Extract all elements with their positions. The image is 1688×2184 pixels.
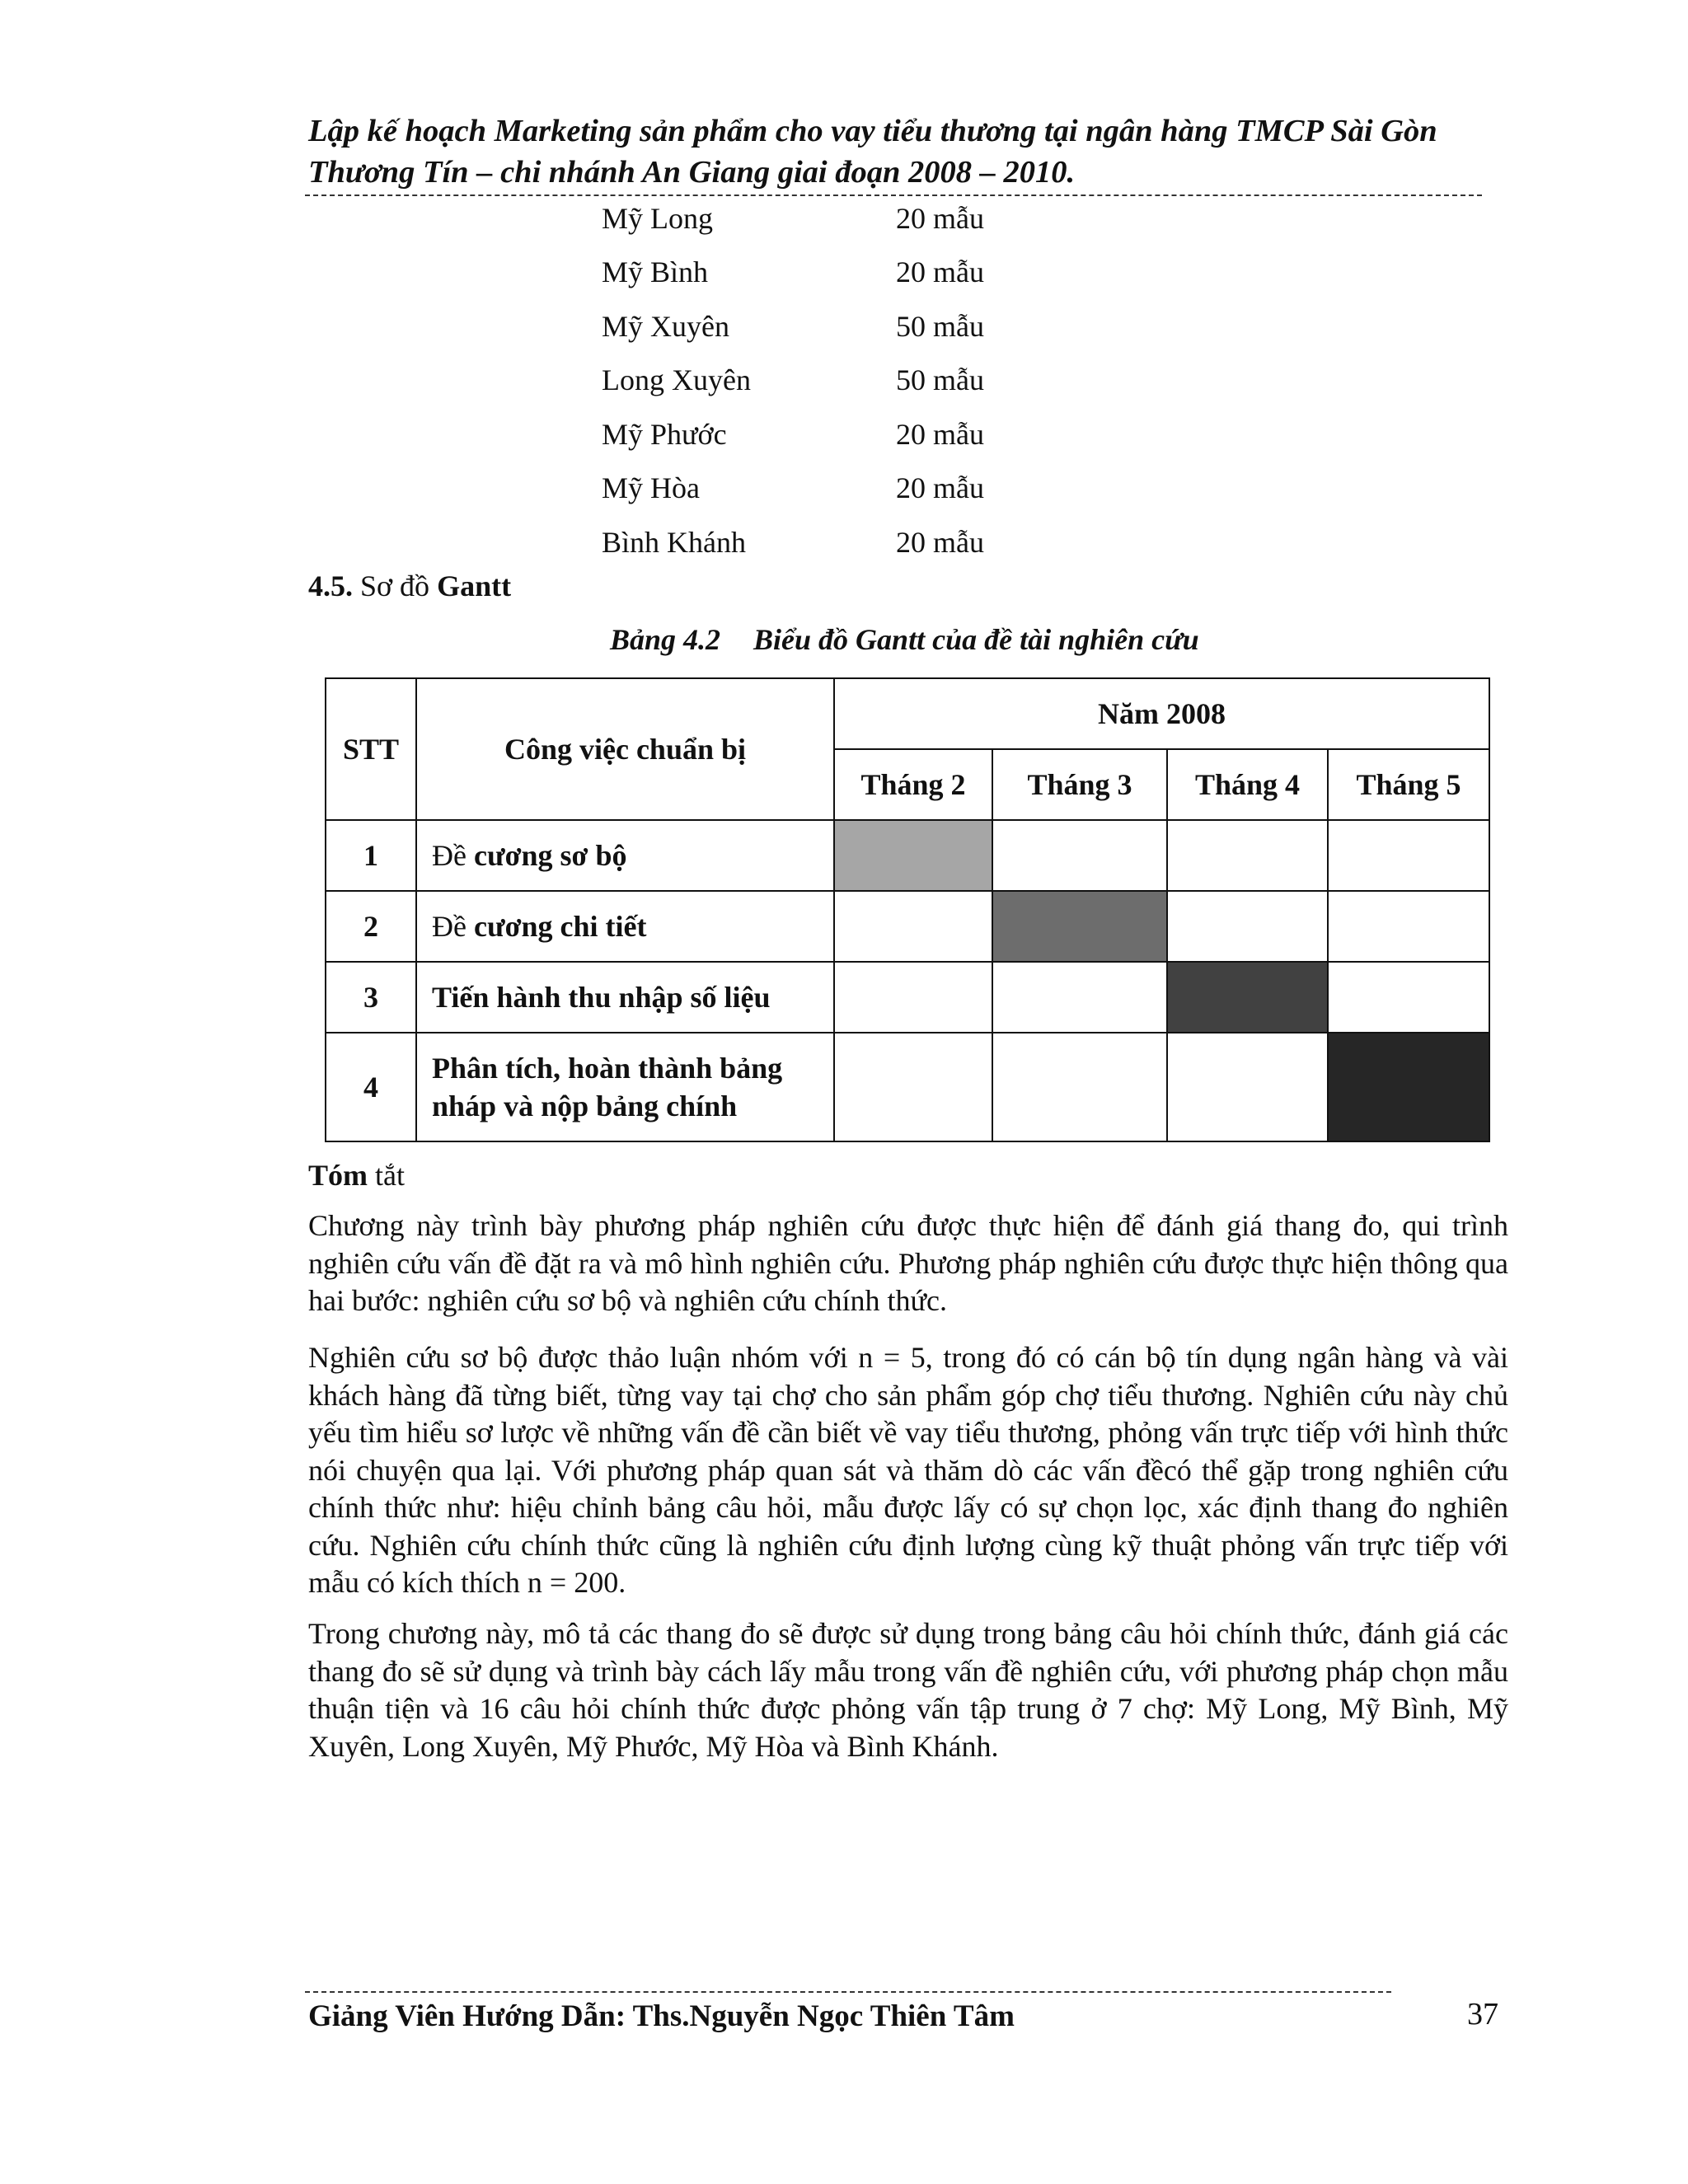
gantt-cell	[834, 962, 992, 1033]
sample-market-name: Mỹ Phước	[602, 417, 727, 451]
row-stt: 1	[326, 820, 416, 891]
sample-row	[602, 354, 1102, 408]
running-header	[308, 110, 1487, 193]
gantt-bar	[834, 820, 992, 891]
sample-row	[602, 515, 1102, 569]
gantt-bar	[992, 891, 1167, 962]
header-month: Tháng 5	[1328, 749, 1489, 820]
gantt-cell	[834, 891, 992, 962]
row-task	[416, 1033, 834, 1141]
summary-heading	[308, 1158, 405, 1193]
header-stt: STT	[326, 678, 416, 820]
row-task-bold: Tiến hành thu nhập số liệu	[432, 981, 771, 1014]
section-heading	[308, 569, 511, 603]
sample-count: 20 mẫu	[896, 201, 984, 235]
table-caption-text: Biểu đồ Gantt của đề tài nghiên cứu	[753, 623, 1199, 656]
gantt-cell	[1328, 891, 1489, 962]
footer-divider	[305, 1991, 1391, 1993]
gantt-cell	[1328, 962, 1489, 1033]
footer-advisor: Giảng Viên Hướng Dẫn: Ths.Nguyễn Ngọc Thiên Tâm	[308, 1999, 1015, 2033]
gantt-cell	[1328, 820, 1489, 891]
gantt-cell	[1167, 1033, 1328, 1141]
sample-row	[602, 191, 1102, 246]
sample-row	[602, 299, 1102, 354]
header-month: Tháng 4	[1167, 749, 1328, 820]
table-row	[326, 1033, 1489, 1141]
gantt-cell	[1167, 820, 1328, 891]
section-number: 4.5.	[308, 569, 353, 602]
sample-market-name: Mỹ Xuyên	[602, 309, 729, 343]
row-task-bold: cương sơ bộ	[473, 839, 627, 872]
sample-count: 50 mẫu	[896, 309, 984, 343]
row-task-bold: Phân tích, hoàn thành bảng nháp và nộp bảng chính	[432, 1052, 783, 1122]
gantt-cell	[992, 962, 1167, 1033]
gantt-cell	[992, 820, 1167, 891]
row-task-light: Đề	[432, 839, 467, 872]
summary-paragraph-3: Trong chương này, mô tả các thang đo sẽ được sử dụng trong bảng câu hỏi chính thức, đánh giá các thang đo sẽ sử dụng và trình bày cách lấy mẫu trong vấn đề nghiên cứu, với phương pháp chọn mẫu thuận tiện và 16 câu hỏi chính thức được phỏng vấn tập trung ở 7 chợ: Mỹ Long, Mỹ Bình, Mỹ Xuyên, Long Xuyên, Mỹ Phước, Mỹ Hòa và Bình Khánh.	[308, 1617, 1508, 1763]
gantt-cell	[1167, 891, 1328, 962]
sample-market-name: Mỹ Hòa	[602, 471, 700, 505]
sample-list	[602, 191, 1102, 569]
sample-count: 20 mẫu	[896, 471, 984, 505]
summary-paragraph-2: Nghiên cứu sơ bộ được thảo luận nhóm với n = 5, trong đó có cán bộ tín dụng ngân hàng và vài khách hàng đã từng biết, từng vay tại chợ cho sản phẩm góp chợ tiểu thương. Nghiên cứu này chủ yếu tìm hiểu sơ lược về những vấn đề cần biết về vay tiểu thương, phỏng vấn trực tiếp với hình thức nói chuyện qua lại. Với phương pháp quan sát và thăm dò các vấn đềcó thể gặp trong nghiên cứu chính thức như: hiệu chỉnh bảng câu hỏi, mẫu được lấy có sự chọn lọc, xác định thang đo nghiên cứu. Nghiên cứu chính thức cũng là nghiên cứu định lượng cùng kỹ thuật phỏng vấn trực tiếp với mẫu có kích thích n = 200.	[308, 1341, 1508, 1599]
gantt-bar	[1167, 962, 1328, 1033]
summary-paragraph-1: Chương này trình bày phương pháp nghiên cứu được thực hiện để đánh giá thang đo, qui trình nghiên cứu vấn đề đặt ra và mô hình nghiên cứu. Phương pháp nghiên cứu được thực hiện thông qua hai bước: nghiên cứu sơ bộ và nghiên cứu chính thức.	[308, 1209, 1508, 1317]
gantt-table	[325, 677, 1490, 1142]
row-stt: 4	[326, 1033, 416, 1141]
table-row	[326, 891, 1489, 962]
table-row	[326, 820, 1489, 891]
sample-row	[602, 246, 1102, 300]
sample-market-name: Long Xuyên	[602, 363, 751, 397]
row-task-light: Đề	[432, 910, 467, 943]
sample-market-name: Mỹ Bình	[602, 255, 709, 289]
row-stt: 2	[326, 891, 416, 962]
sample-row	[602, 462, 1102, 516]
header-month: Tháng 3	[992, 749, 1167, 820]
header-year: Năm 2008	[834, 678, 1489, 749]
table-row	[326, 962, 1489, 1033]
header-month: Tháng 2	[834, 749, 992, 820]
page-number: 37	[1467, 1997, 1498, 2032]
running-header-line-2: Thương Tín – chi nhánh An Giang giai đoạn 2008 – 2010.	[308, 155, 1076, 190]
sample-count: 20 mẫu	[896, 525, 984, 559]
table-caption-label: Bảng 4.2	[610, 623, 721, 656]
gantt-header-row	[326, 678, 1489, 749]
summary-title-bold: Tóm	[308, 1159, 368, 1192]
section-title-light: Sơ đồ	[360, 569, 430, 602]
row-task-bold: cương chi tiết	[473, 910, 647, 943]
sample-market-name: Bình Khánh	[602, 525, 746, 559]
sample-count: 20 mẫu	[896, 255, 984, 289]
gantt-cell	[834, 1033, 992, 1141]
gantt-cell	[992, 1033, 1167, 1141]
running-header-line-1: Lập kế hoạch Marketing sản phẩm cho vay tiểu thương tại ngân hàng TMCP Sài Gòn	[308, 114, 1437, 148]
row-stt: 3	[326, 962, 416, 1033]
section-title-bold: Gantt	[437, 569, 512, 602]
sample-row	[602, 407, 1102, 462]
row-task	[416, 891, 834, 962]
summary-title-light: tắt	[375, 1159, 405, 1192]
gantt-bar	[1328, 1033, 1489, 1141]
header-task: Công việc chuẩn bị	[416, 678, 834, 820]
sample-count: 50 mẫu	[896, 363, 984, 397]
table-caption	[610, 622, 1199, 657]
row-task	[416, 962, 834, 1033]
sample-market-name: Mỹ Long	[602, 201, 713, 235]
row-task	[416, 820, 834, 891]
sample-count: 20 mẫu	[896, 417, 984, 451]
